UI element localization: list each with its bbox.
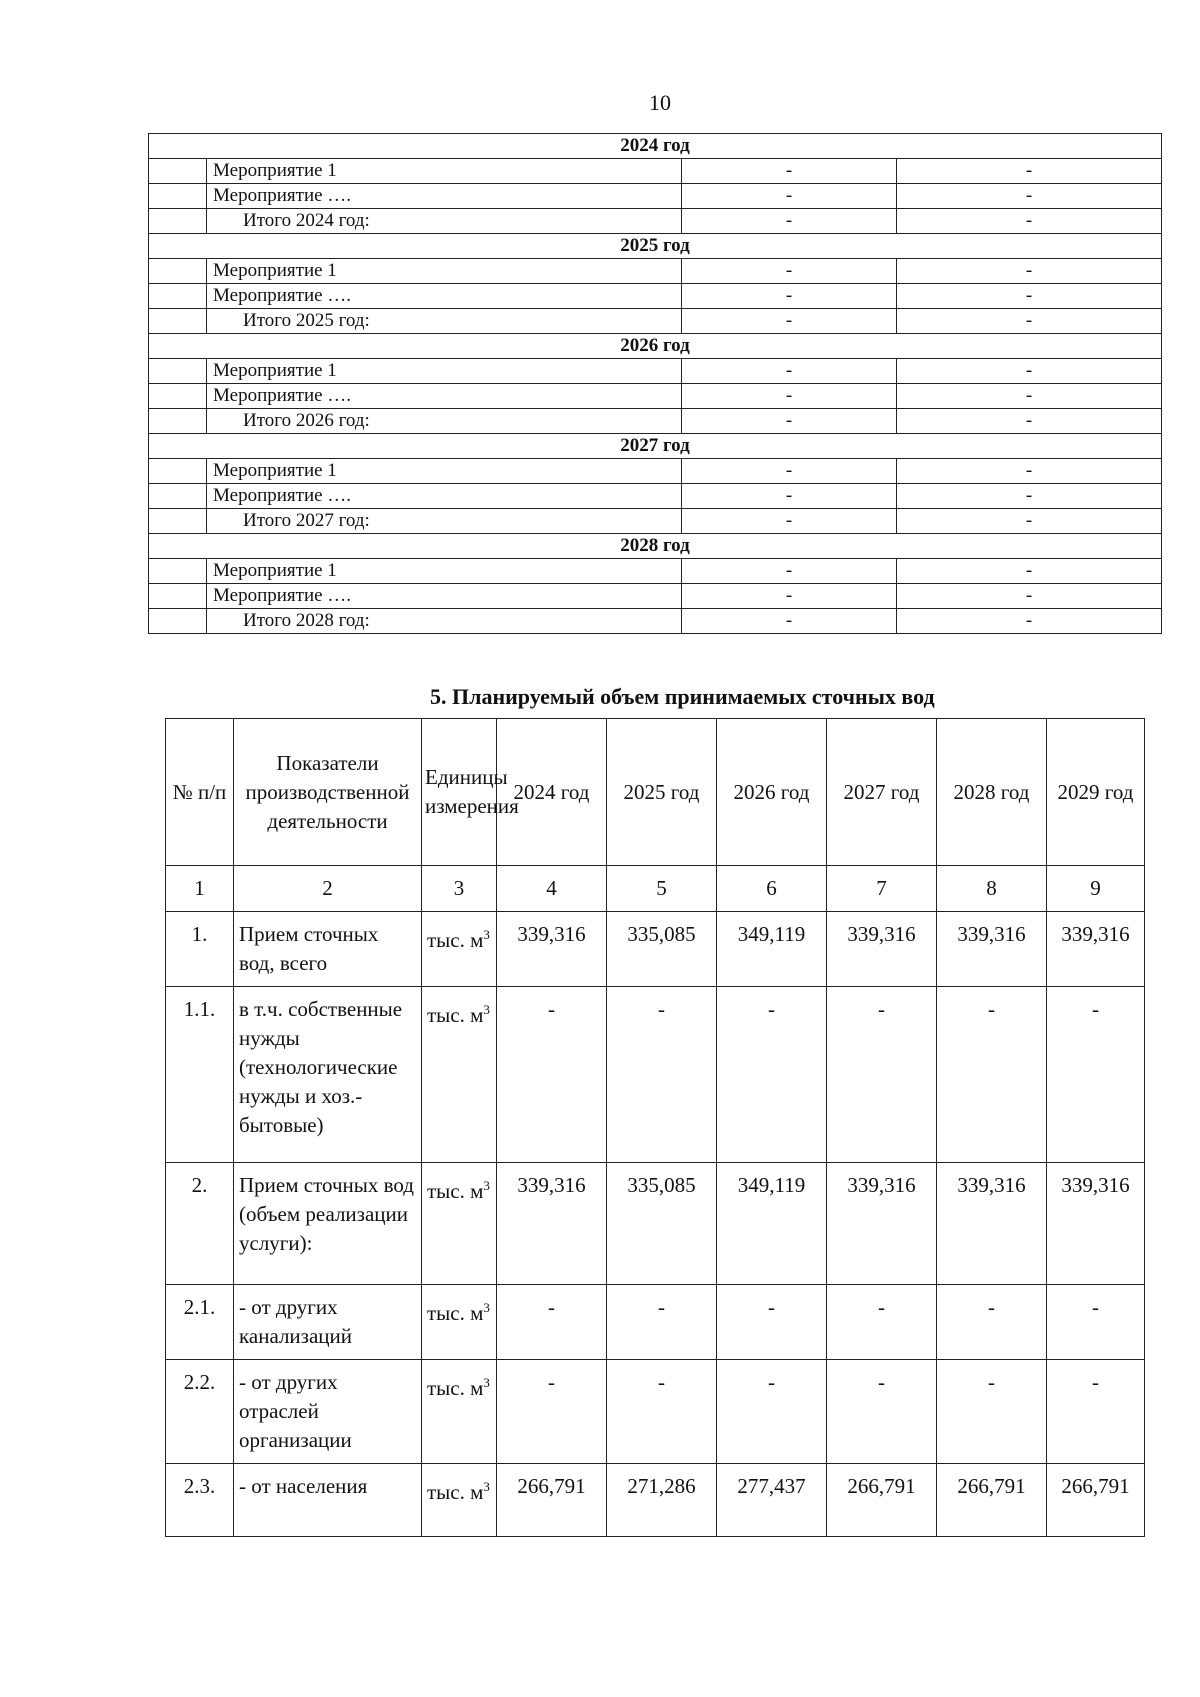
header-cell: 2029 год [1047,719,1145,866]
value-cell: 266,791 [1047,1464,1145,1537]
empty-cell [149,184,207,209]
column-number: 6 [717,866,827,912]
value-cell: 349,119 [717,1163,827,1285]
indicator-name: Прием сточных вод, всего [234,912,422,987]
unit-cell [422,1285,497,1360]
value-cell: 271,286 [607,1464,717,1537]
empty-cell [149,359,207,384]
unit-cell [422,1163,497,1285]
value-cell: - [682,409,897,434]
header-row [166,719,1145,866]
value-cell: - [497,987,607,1163]
value-cell: - [682,459,897,484]
value-cell: - [607,1360,717,1464]
indicator-name: - от других отраслей организации [234,1360,422,1464]
measure-row [149,284,1162,309]
value-cell: - [827,1285,937,1360]
value-cell: - [682,159,897,184]
unit-text: тыс. м [427,928,484,952]
header-cell: Единицы измерения [422,719,497,866]
column-number: 9 [1047,866,1145,912]
unit-cell [422,987,497,1163]
empty-cell [149,584,207,609]
value-cell: - [682,384,897,409]
measure-label: Мероприятие 1 [207,159,682,184]
column-number-row [166,866,1145,912]
value-cell: - [897,209,1162,234]
unit-text: тыс. м [427,1480,484,1504]
empty-cell [149,309,207,334]
value-cell: 349,119 [717,912,827,987]
table-row [166,1163,1145,1285]
year-row [149,234,1162,259]
value-cell: - [682,359,897,384]
unit-superscript: 3 [483,1479,490,1494]
indicator-name: - от населения [234,1464,422,1537]
measure-label: Мероприятие …. [207,284,682,309]
value-cell: - [897,259,1162,284]
total-row [149,509,1162,534]
value-cell: 339,316 [827,1163,937,1285]
value-cell: - [897,359,1162,384]
total-row [149,609,1162,634]
measure-row [149,184,1162,209]
value-cell: - [897,559,1162,584]
measure-label: Мероприятие …. [207,484,682,509]
column-number: 3 [422,866,497,912]
value-cell: 335,085 [607,1163,717,1285]
value-cell: - [1047,1285,1145,1360]
value-cell: 339,316 [937,912,1047,987]
header-cell: 2024 год [497,719,607,866]
value-cell: - [717,1285,827,1360]
value-cell: 339,316 [497,912,607,987]
year-heading: 2025 год [149,234,1162,259]
value-cell: - [607,987,717,1163]
value-cell: - [897,409,1162,434]
value-cell: - [607,1285,717,1360]
section-title: 5. Планируемый объем принимаемых сточных вод [430,684,935,709]
header-cell: 2025 год [607,719,717,866]
value-cell: - [897,584,1162,609]
year-row [149,534,1162,559]
total-row [149,309,1162,334]
column-number: 7 [827,866,937,912]
measure-row [149,359,1162,384]
empty-cell [149,259,207,284]
unit-text: тыс. м [427,1179,484,1203]
unit-text: тыс. м [427,1376,484,1400]
value-cell: 339,316 [827,912,937,987]
measure-row [149,159,1162,184]
value-cell: - [682,509,897,534]
value-cell: - [937,1285,1047,1360]
measure-row [149,559,1162,584]
row-number: 1. [166,912,234,987]
empty-cell [149,459,207,484]
unit-superscript: 3 [483,927,490,942]
value-cell: - [897,509,1162,534]
empty-cell [149,284,207,309]
measure-row [149,384,1162,409]
value-cell: - [937,1360,1047,1464]
header-cell: № п/п [166,719,234,866]
column-number: 5 [607,866,717,912]
total-label: Итого 2025 год: [207,309,682,334]
year-heading: 2028 год [149,534,1162,559]
total-label: Итого 2024 год: [207,209,682,234]
total-label: Итого 2028 год: [207,609,682,634]
value-cell: - [897,459,1162,484]
value-cell: - [897,159,1162,184]
empty-cell [149,509,207,534]
value-cell: - [682,484,897,509]
measure-row [149,584,1162,609]
value-cell: - [897,309,1162,334]
year-heading: 2027 год [149,434,1162,459]
row-number: 2. [166,1163,234,1285]
value-cell: - [1047,1360,1145,1464]
value-cell: - [682,559,897,584]
total-label: Итого 2027 год: [207,509,682,534]
value-cell: - [682,184,897,209]
measure-label: Мероприятие …. [207,184,682,209]
table-row [166,1285,1145,1360]
total-row [149,409,1162,434]
header-cell: 2028 год [937,719,1047,866]
measure-label: Мероприятие 1 [207,359,682,384]
value-cell: - [897,609,1162,634]
empty-cell [149,159,207,184]
value-cell: - [682,284,897,309]
value-cell: - [497,1360,607,1464]
measures-table [148,133,1162,634]
value-cell: - [682,609,897,634]
empty-cell [149,559,207,584]
measure-row [149,459,1162,484]
value-cell: - [717,987,827,1163]
value-cell: - [682,309,897,334]
header-cell: 2026 год [717,719,827,866]
unit-superscript: 3 [483,1002,490,1017]
value-cell: - [827,1360,937,1464]
year-row [149,334,1162,359]
empty-cell [149,384,207,409]
value-cell: 339,316 [1047,1163,1145,1285]
value-cell: - [937,987,1047,1163]
measure-label: Мероприятие 1 [207,459,682,484]
unit-superscript: 3 [483,1178,490,1193]
value-cell: 266,791 [937,1464,1047,1537]
column-number: 2 [234,866,422,912]
unit-text: тыс. м [427,1301,484,1325]
measure-label: Мероприятие …. [207,384,682,409]
measure-label: Мероприятие …. [207,584,682,609]
value-cell: 339,316 [937,1163,1047,1285]
table-row [166,1360,1145,1464]
header-cell: Показатели производственной деятельности [234,719,422,866]
empty-cell [149,484,207,509]
value-cell: - [897,384,1162,409]
year-heading: 2026 год [149,334,1162,359]
row-number: 2.1. [166,1285,234,1360]
measure-label: Мероприятие 1 [207,259,682,284]
value-cell: 339,316 [1047,912,1145,987]
value-cell: - [897,284,1162,309]
year-row [149,134,1162,159]
value-cell: 339,316 [497,1163,607,1285]
indicator-name: - от других канализаций [234,1285,422,1360]
unit-cell [422,1464,497,1537]
empty-cell [149,409,207,434]
unit-superscript: 3 [483,1300,490,1315]
value-cell: - [827,987,937,1163]
value-cell: - [717,1360,827,1464]
column-number: 8 [937,866,1047,912]
value-cell: 266,791 [497,1464,607,1537]
unit-text: тыс. м [427,1003,484,1027]
value-cell: 335,085 [607,912,717,987]
value-cell: - [1047,987,1145,1163]
wastewater-volume-table [165,718,1145,1537]
value-cell: 277,437 [717,1464,827,1537]
indicator-name: в т.ч. собственные нужды (технологические нужды и хоз.-бытовые) [234,987,422,1163]
table-row [166,1464,1145,1537]
value-cell: - [682,209,897,234]
value-cell: - [682,259,897,284]
empty-cell [149,209,207,234]
unit-superscript: 3 [483,1375,490,1390]
total-label: Итого 2026 год: [207,409,682,434]
table-row [166,987,1145,1163]
page-number: 10 [649,90,671,115]
value-cell: - [897,184,1162,209]
measure-label: Мероприятие 1 [207,559,682,584]
column-number: 4 [497,866,607,912]
row-number: 2.3. [166,1464,234,1537]
unit-cell [422,1360,497,1464]
table-row [166,912,1145,987]
row-number: 2.2. [166,1360,234,1464]
year-heading: 2024 год [149,134,1162,159]
measure-row [149,484,1162,509]
year-row [149,434,1162,459]
column-number: 1 [166,866,234,912]
value-cell: - [682,584,897,609]
indicator-name: Прием сточных вод (объем реализации услуги): [234,1163,422,1285]
value-cell: - [897,484,1162,509]
row-number: 1.1. [166,987,234,1163]
value-cell: 266,791 [827,1464,937,1537]
empty-cell [149,609,207,634]
unit-cell [422,912,497,987]
total-row [149,209,1162,234]
value-cell: - [497,1285,607,1360]
measure-row [149,259,1162,284]
header-cell: 2027 год [827,719,937,866]
